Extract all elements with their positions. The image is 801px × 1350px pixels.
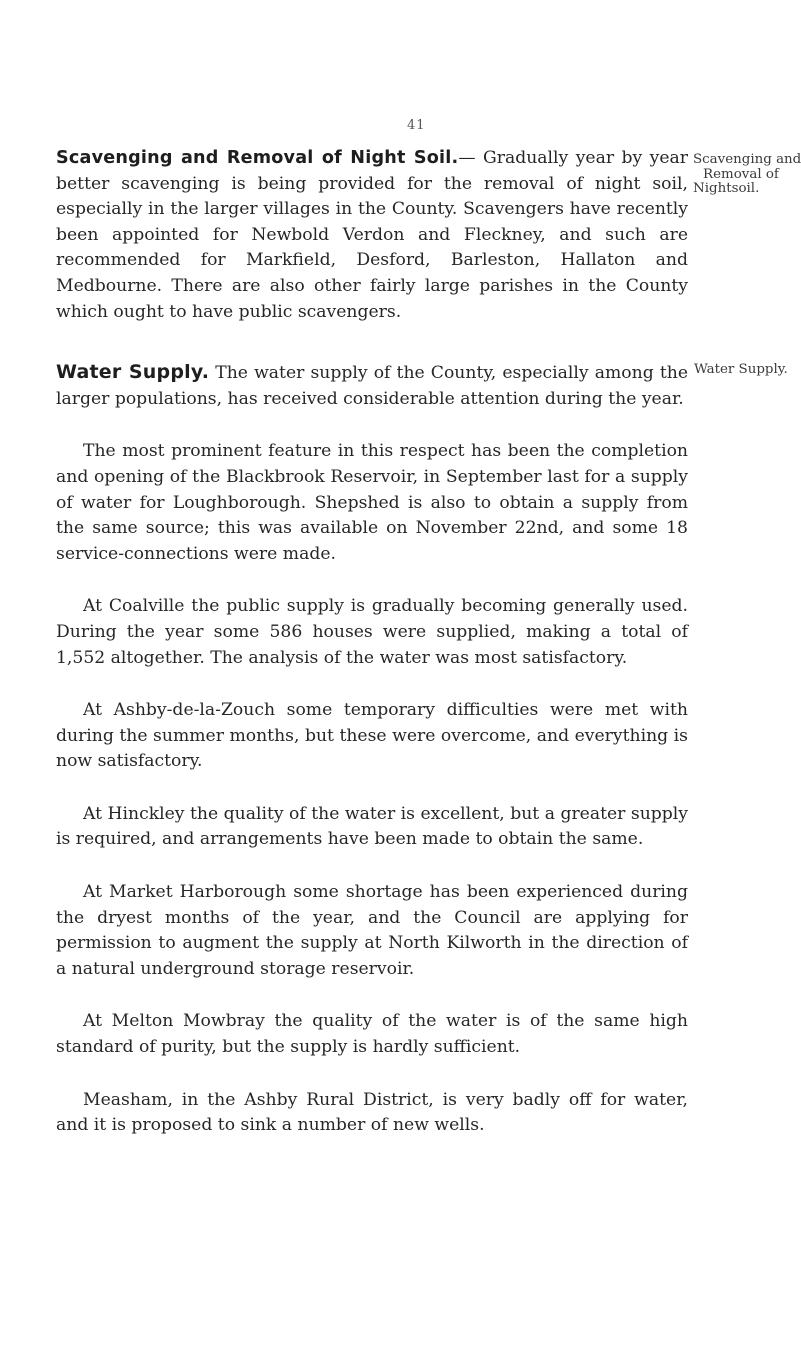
scavenging-heading: Scavenging and Removal of Night Soil. bbox=[56, 148, 459, 168]
sidenote-scavenging bbox=[693, 153, 801, 197]
melton-mowbray-paragraph: At Melton Mowbray the quality of the water is of the same high standard of purity, but the supply is hardly sufficient. bbox=[56, 1011, 688, 1058]
blackbrook-reservoir-paragraph: The most prominent feature in this respect has been the completion and opening of the Blackbrook Reservoir, in September last for a supply of water for Loughborough. Shepshed is also to obtain a supply from the same source; this was available on November 22nd, and some 18 service-connections were made. bbox=[56, 441, 688, 564]
market-harborough-paragraph: At Market Harborough some shortage has been experienced during the dryest months of the year, and the Council are applying for permission to augment the supply at North Kilworth in the direction of a natural underground storage reservoir. bbox=[56, 882, 688, 979]
water-supply-heading: Water Supply. bbox=[56, 361, 210, 384]
sidenote-water-supply-line: Water Supply. bbox=[694, 362, 788, 377]
water-supply-intro-paragraph bbox=[56, 360, 688, 412]
scavenging-paragraph bbox=[56, 146, 688, 325]
hinckley-paragraph: At Hinckley the quality of the water is excellent, but a greater supply is required, and arrangements have been made to obtain the same. bbox=[56, 803, 688, 850]
coalville-paragraph: At Coalville the public supply is gradually becoming generally used. During the year some 586 houses were supplied, making a total of 1,552 altogether. The analysis of the water was most satisfactory. bbox=[56, 596, 688, 668]
sidenote-scavenging-line: Nightsoil. bbox=[693, 181, 760, 197]
main-text-column bbox=[56, 146, 688, 1139]
ashby-paragraph: At Ashby-de-la-Zouch some temporary difficulties were met with during the summer months, but these were overcome, and everything is now satisfactory. bbox=[56, 700, 688, 772]
sidenote-water-supply bbox=[693, 363, 801, 378]
sidenote-scavenging-line: Removal of bbox=[703, 166, 779, 182]
water-supply-intro-text: The water supply of the County, especially among the larger populations, has received considerable attention during the year. bbox=[56, 363, 688, 409]
measham-paragraph: Measham, in the Ashby Rural District, is very badly off for water, and it is proposed to sink a number of new wells. bbox=[56, 1089, 688, 1136]
page-number: 41 bbox=[407, 118, 426, 133]
sidenote-scavenging-line: Scavenging and bbox=[693, 152, 801, 167]
scavenging-text: — Gradually year by year better scavenging is being provided for the removal of night soil, especially in the larger villages in the County. Scavengers have recently been appointed for Newbold Verdon and Fleckney, and such are recommended for Markfield, Desford, Barleston, Hallaton and Medbourne. There are also other fairly large parishes in the County which ought to have public scavengers. bbox=[56, 148, 688, 322]
